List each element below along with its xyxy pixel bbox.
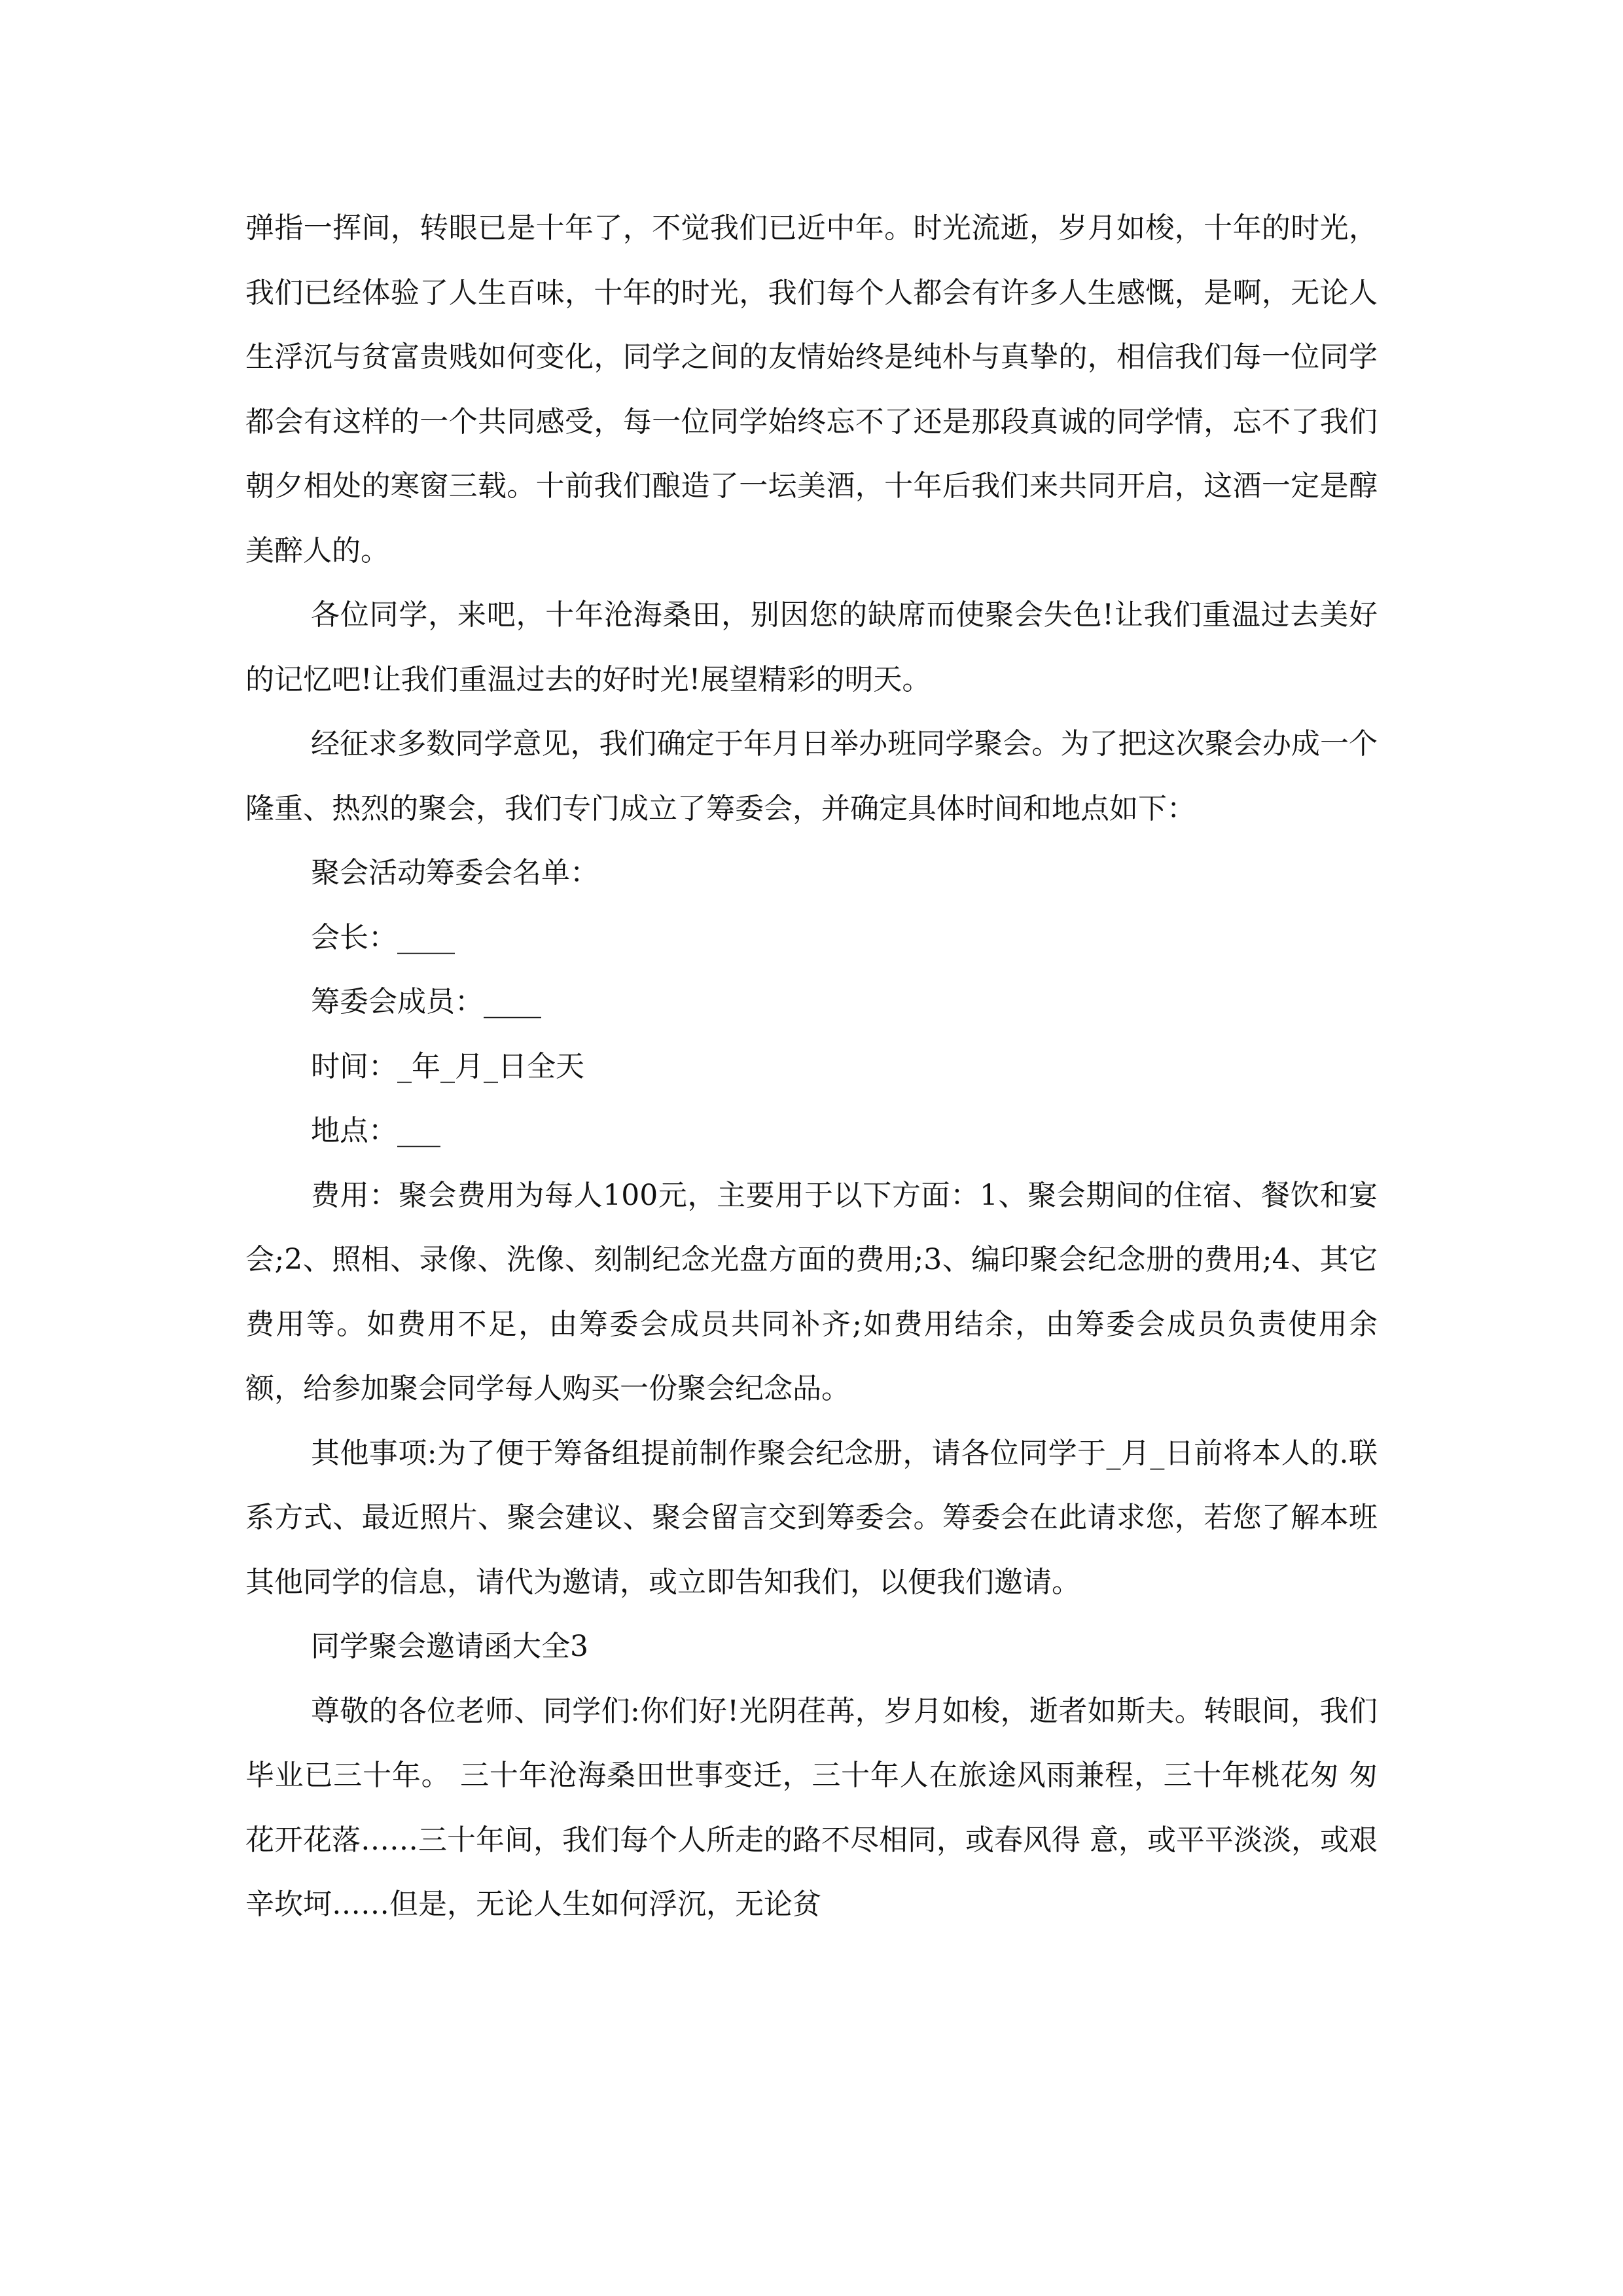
paragraph-greeting: 尊敬的各位老师、同学们:你们好!光阴荏苒，岁月如梭，逝者如斯夫。转眼间，我们毕业已三十年。 三十年沧海桑田世事变迁，三十年人在旅途风雨兼程，三十年桃花匆 匆花开花落……三十年间，我们每个人所走的路不尽相同，或春风得 意，或平平淡淡，或艰辛坎坷……但是，无论人生如何浮沉，无论贫 [245, 1694, 1378, 1921]
paragraph-announcement: 经征求多数同学意见，我们确定于年月日举办班同学聚会。为了把这次聚会办成一个隆重、热烈的聚会，我们专门成立了筹委会，并确定具体时间和地点如下： [245, 727, 1378, 825]
location-line: 地点：___ [311, 1114, 440, 1147]
committee-list-heading: 聚会活动筹委会名单： [311, 856, 599, 889]
paragraph-reminiscence: 弹指一挥间，转眼已是十年了，不觉我们已近中年。时光流逝，岁月如梭，十年的时光，我们已经体验了人生百味，十年的时光，我们每个人都会有许多人生感慨，是啊，无论人生浮沉与贫富贵贱如何变化，同学之间的友情始终是纯朴与真挚的，相信我们每一位同学都会有这样的一个共同感受，每一位同学始终忘不了还是那段真诚的同学情，忘不了我们朝夕相处的寒窗三载。十前我们酿造了一坛美酒，十年后我们来共同开启，这酒一定是醇美醉人的。 [245, 211, 1378, 567]
paragraph-call-to-attend: 各位同学，来吧，十年沧海桑田，别因您的缺席而使聚会失色!让我们重温过去美好的记忆吧!让我们重温过去的好时光!展望精彩的明天。 [245, 598, 1378, 696]
document-page [245, 196, 1378, 1937]
paragraph-fees: 费用：聚会费用为每人100元，主要用于以下方面：1、聚会期间的住宿、餐饮和宴会;2、照相、录像、洗像、刻制纪念光盘方面的费用;3、编印聚会纪念册的费用;4、其它费用等。如费用不足，由筹委会成员共同补齐;如费用结余，由筹委会成员负责使用余额，给参加聚会同学每人购买一份聚会纪念品。 [245, 1178, 1378, 1405]
committee-members-line: 筹委会成员：____ [311, 985, 541, 1018]
section-heading: 同学聚会邀请函大全3 [311, 1630, 588, 1663]
paragraph-other-matters: 其他事项:为了便于筹备组提前制作聚会纪念册，请各位同学于_月_日前将本人的.联系方式、最近照片、聚会建议、聚会留言交到筹委会。筹委会在此请求您，若您了解本班其他同学的信息，请代为邀请，或立即告知我们，以便我们邀请。 [245, 1436, 1378, 1599]
president-line: 会长：____ [311, 920, 455, 954]
time-line: 时间：_年_月_日全天 [311, 1049, 584, 1083]
